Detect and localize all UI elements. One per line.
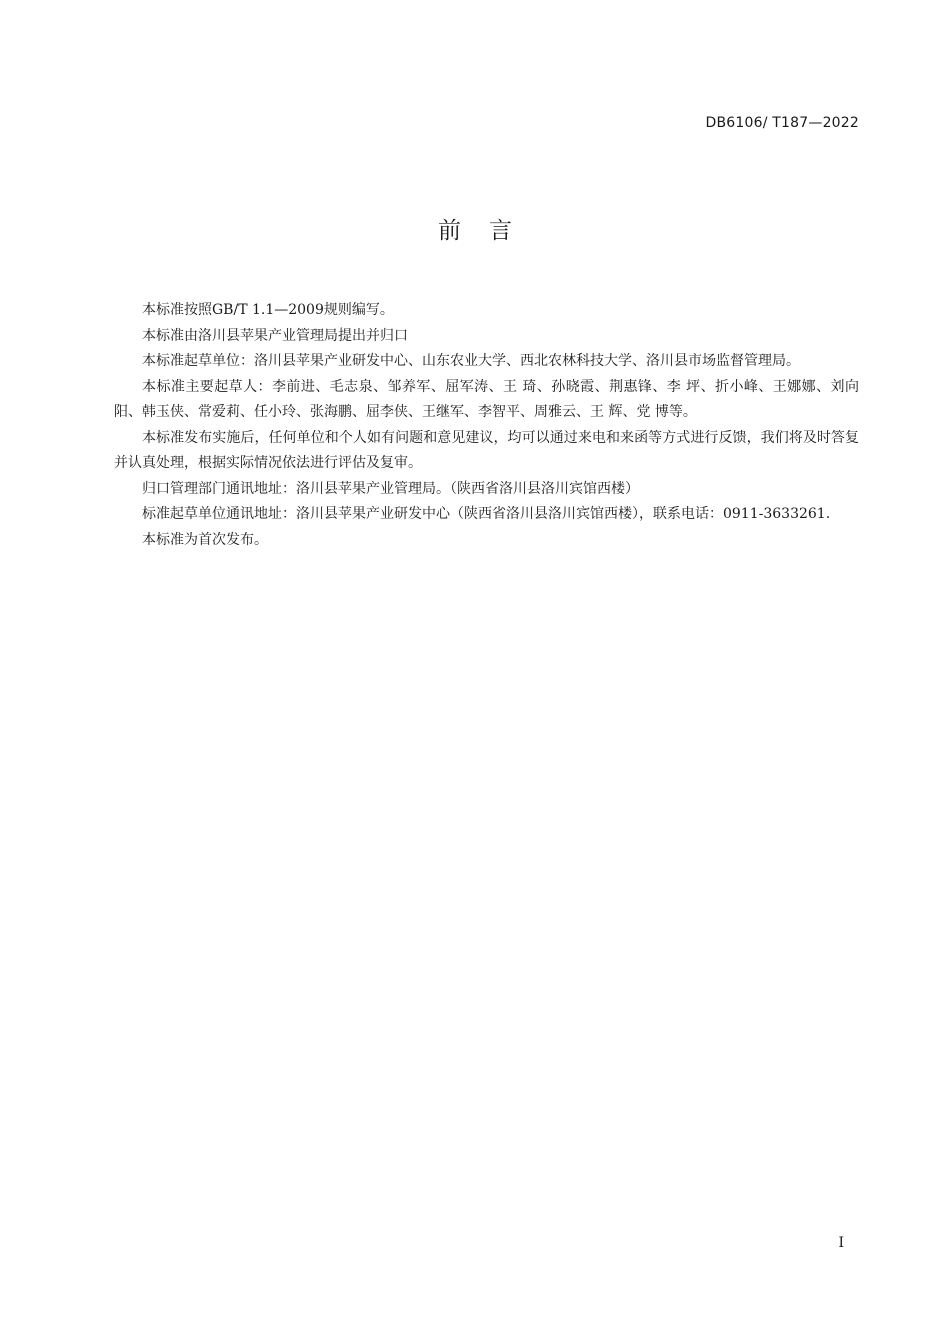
paragraph-drafting-address: 标准起草单位通讯地址：洛川县苹果产业研发中心（陕西省洛川县洛川宾馆西楼），联系电话：0911-3633261. <box>142 506 831 522</box>
paragraph-drafters: 本标准主要起草人：李前进、毛志泉、邹养军、屈军涛、王 琦、孙晓霞、荆惠锋、李 坪、折小峰、王娜娜、刘向阳、韩玉侠、常爱莉、任小玲、张海鹏、屈李侠、王继军、李智平、周雅云、王 辉、党 博等。 <box>114 378 859 420</box>
page-number: I <box>838 1235 844 1251</box>
paragraph-feedback: 本标准发布实施后，任何单位和个人如有问题和意见建议，均可以通过来电和来函等方式进行反馈，我们将及时答复并认真处理，根据实际情况依法进行评估及复审。 <box>114 429 859 471</box>
paragraph-first-release: 本标准为首次发布。 <box>142 531 268 548</box>
paragraph-admin-address: 归口管理部门通讯地址：洛川县苹果产业管理局。（陕西省洛川县洛川宾馆西楼） <box>142 480 639 497</box>
paragraph-proposer: 本标准由洛川县苹果产业管理局提出并归口 <box>142 327 408 344</box>
page-title: 前言 <box>438 218 540 244</box>
paragraph-drafting-units: 本标准起草单位：洛川县苹果产业研发中心、山东农业大学、西北农林科技大学、洛川县市场监督管理局。 <box>142 353 800 369</box>
paragraph-drafting-rules: 本标准按照GB/T 1.1—2009规则编写。 <box>142 302 394 318</box>
document-body <box>114 298 859 553</box>
document-code: DB6106/ T187—2022 <box>705 115 859 131</box>
